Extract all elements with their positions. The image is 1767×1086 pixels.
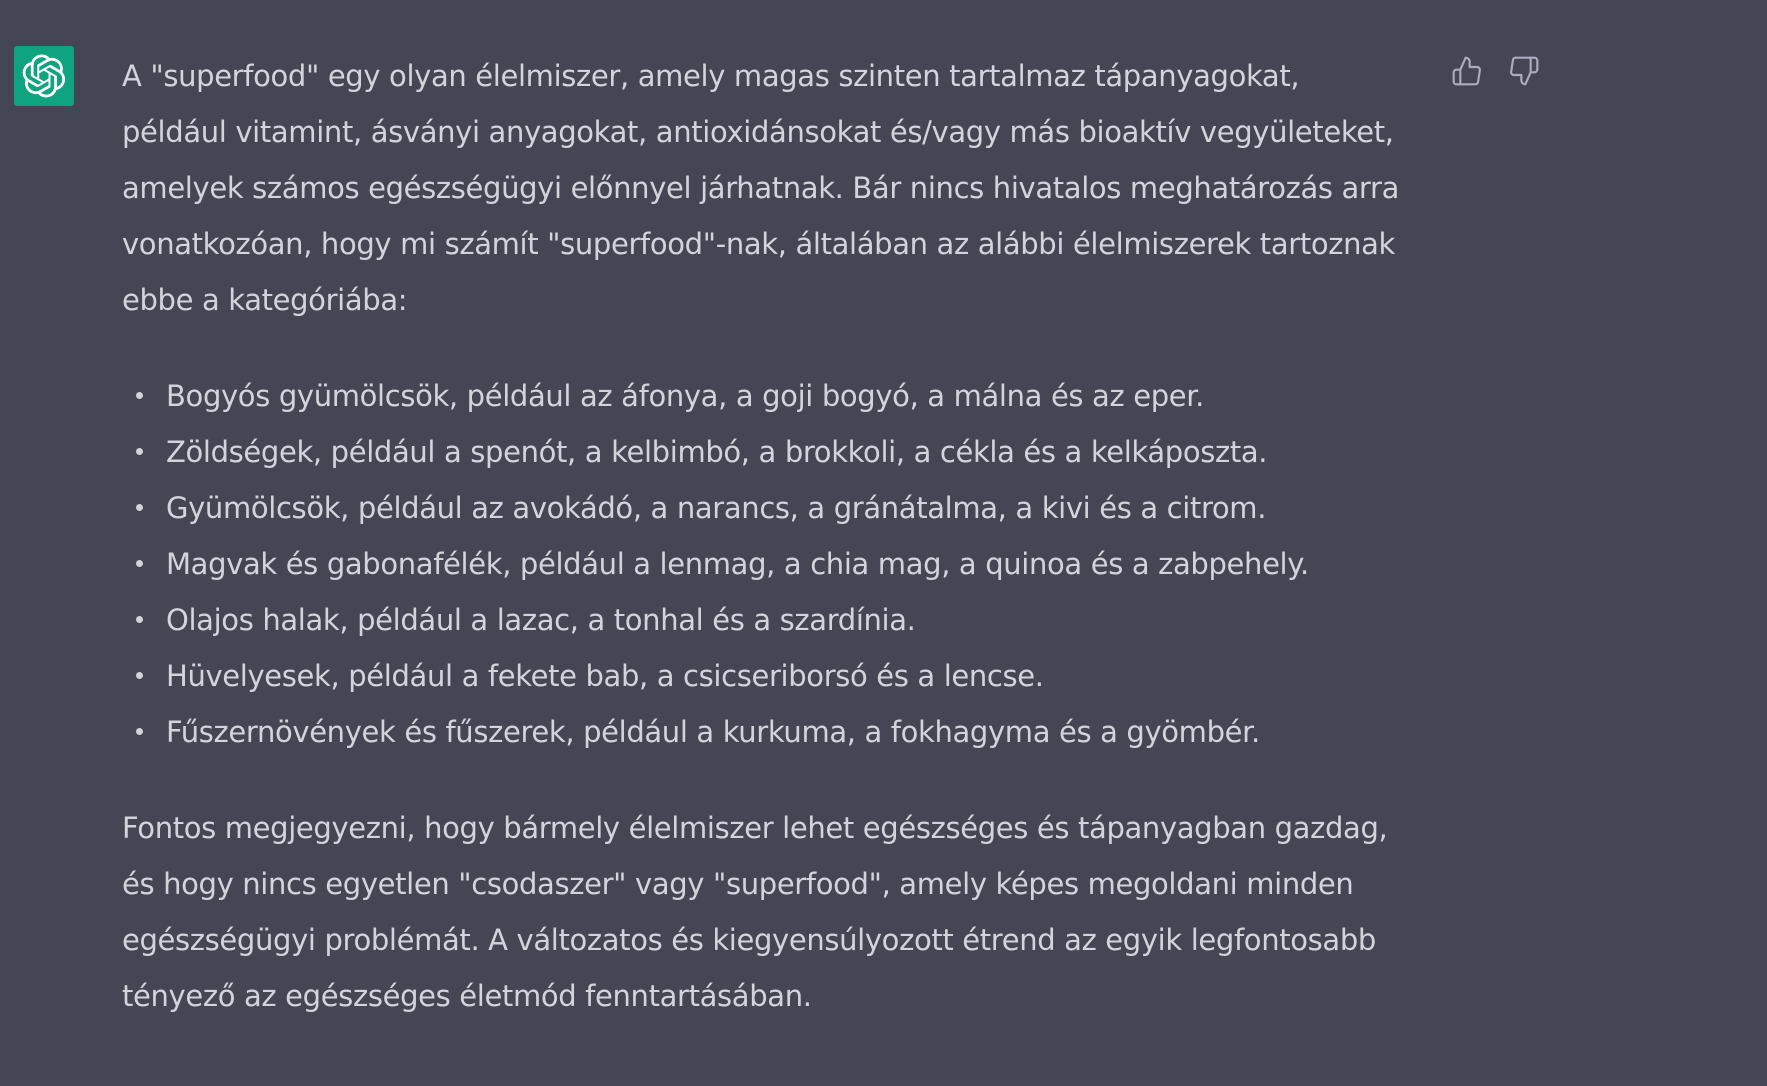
list-item-text: Zöldségek, például a spenót, a kelbimbó, a brokkoli, a cékla és a kelkáposzta. — [166, 435, 1268, 469]
bullet-dot — [136, 560, 143, 567]
list-item — [166, 592, 1422, 648]
bullet-dot — [136, 616, 143, 623]
bullet-dot — [136, 392, 143, 399]
list-item — [166, 424, 1422, 480]
list-item-text: Bogyós gyümölcsök, például az áfonya, a goji bogyó, a málna és az eper. — [166, 379, 1205, 413]
list-item-text: Olajos halak, például a lazac, a tonhal és a szardínia. — [166, 603, 916, 637]
bullet-dot — [136, 504, 143, 511]
thumbs-up-icon — [1451, 55, 1483, 87]
assistant-avatar — [14, 46, 74, 106]
bullet-dot — [136, 448, 143, 455]
superfood-category-list — [122, 368, 1422, 760]
bullet-dot — [136, 672, 143, 679]
list-item-text: Gyümölcsök, például az avokádó, a narancs, a gránátalma, a kivi és a citrom. — [166, 491, 1267, 525]
list-item — [166, 704, 1422, 760]
list-item — [166, 368, 1422, 424]
message-intro-paragraph: A "superfood" egy olyan élelmiszer, amely magas szinten tartalmaz tápanyagokat, például vitamint, ásványi anyagokat, antioxidánsokat és/vagy más bioaktív vegyületeket, amelyek számos egészségügyi előnnyel járhatnak. Bár nincs hivatalos meghatározás arra vonatkozóan, hogy mi számít "superfood"-nak, általában az alábbi élelmiszerek tartoznak ebbe a kategóriába: — [122, 59, 1399, 317]
thumbs-up-button[interactable] — [1448, 52, 1486, 90]
openai-logo-icon — [22, 54, 66, 98]
thumbs-down-button[interactable] — [1505, 52, 1543, 90]
thumbs-down-icon — [1508, 55, 1540, 87]
list-item-text: Magvak és gabonafélék, például a lenmag, a chia mag, a quinoa és a zabpehely. — [166, 547, 1309, 581]
assistant-message-content — [122, 48, 1422, 1024]
list-item-text: Hüvelyesek, például a fekete bab, a csicseriborsó és a lencse. — [166, 659, 1044, 693]
list-item-text: Fűszernövények és fűszerek, például a kurkuma, a fokhagyma és a gyömbér. — [166, 715, 1260, 749]
list-item — [166, 536, 1422, 592]
list-item — [166, 480, 1422, 536]
list-item — [166, 648, 1422, 704]
bullet-dot — [136, 728, 143, 735]
message-outro-paragraph: Fontos megjegyezni, hogy bármely élelmiszer lehet egészséges és tápanyagban gazdag, és hogy nincs egyetlen "csodaszer" vagy "superfood", amely képes megoldani minden egészségügyi problémát. A változatos és kiegyensúlyozott étrend az egyik legfontosabb tényező az egészséges életmód fenntartásában. — [122, 811, 1388, 1013]
